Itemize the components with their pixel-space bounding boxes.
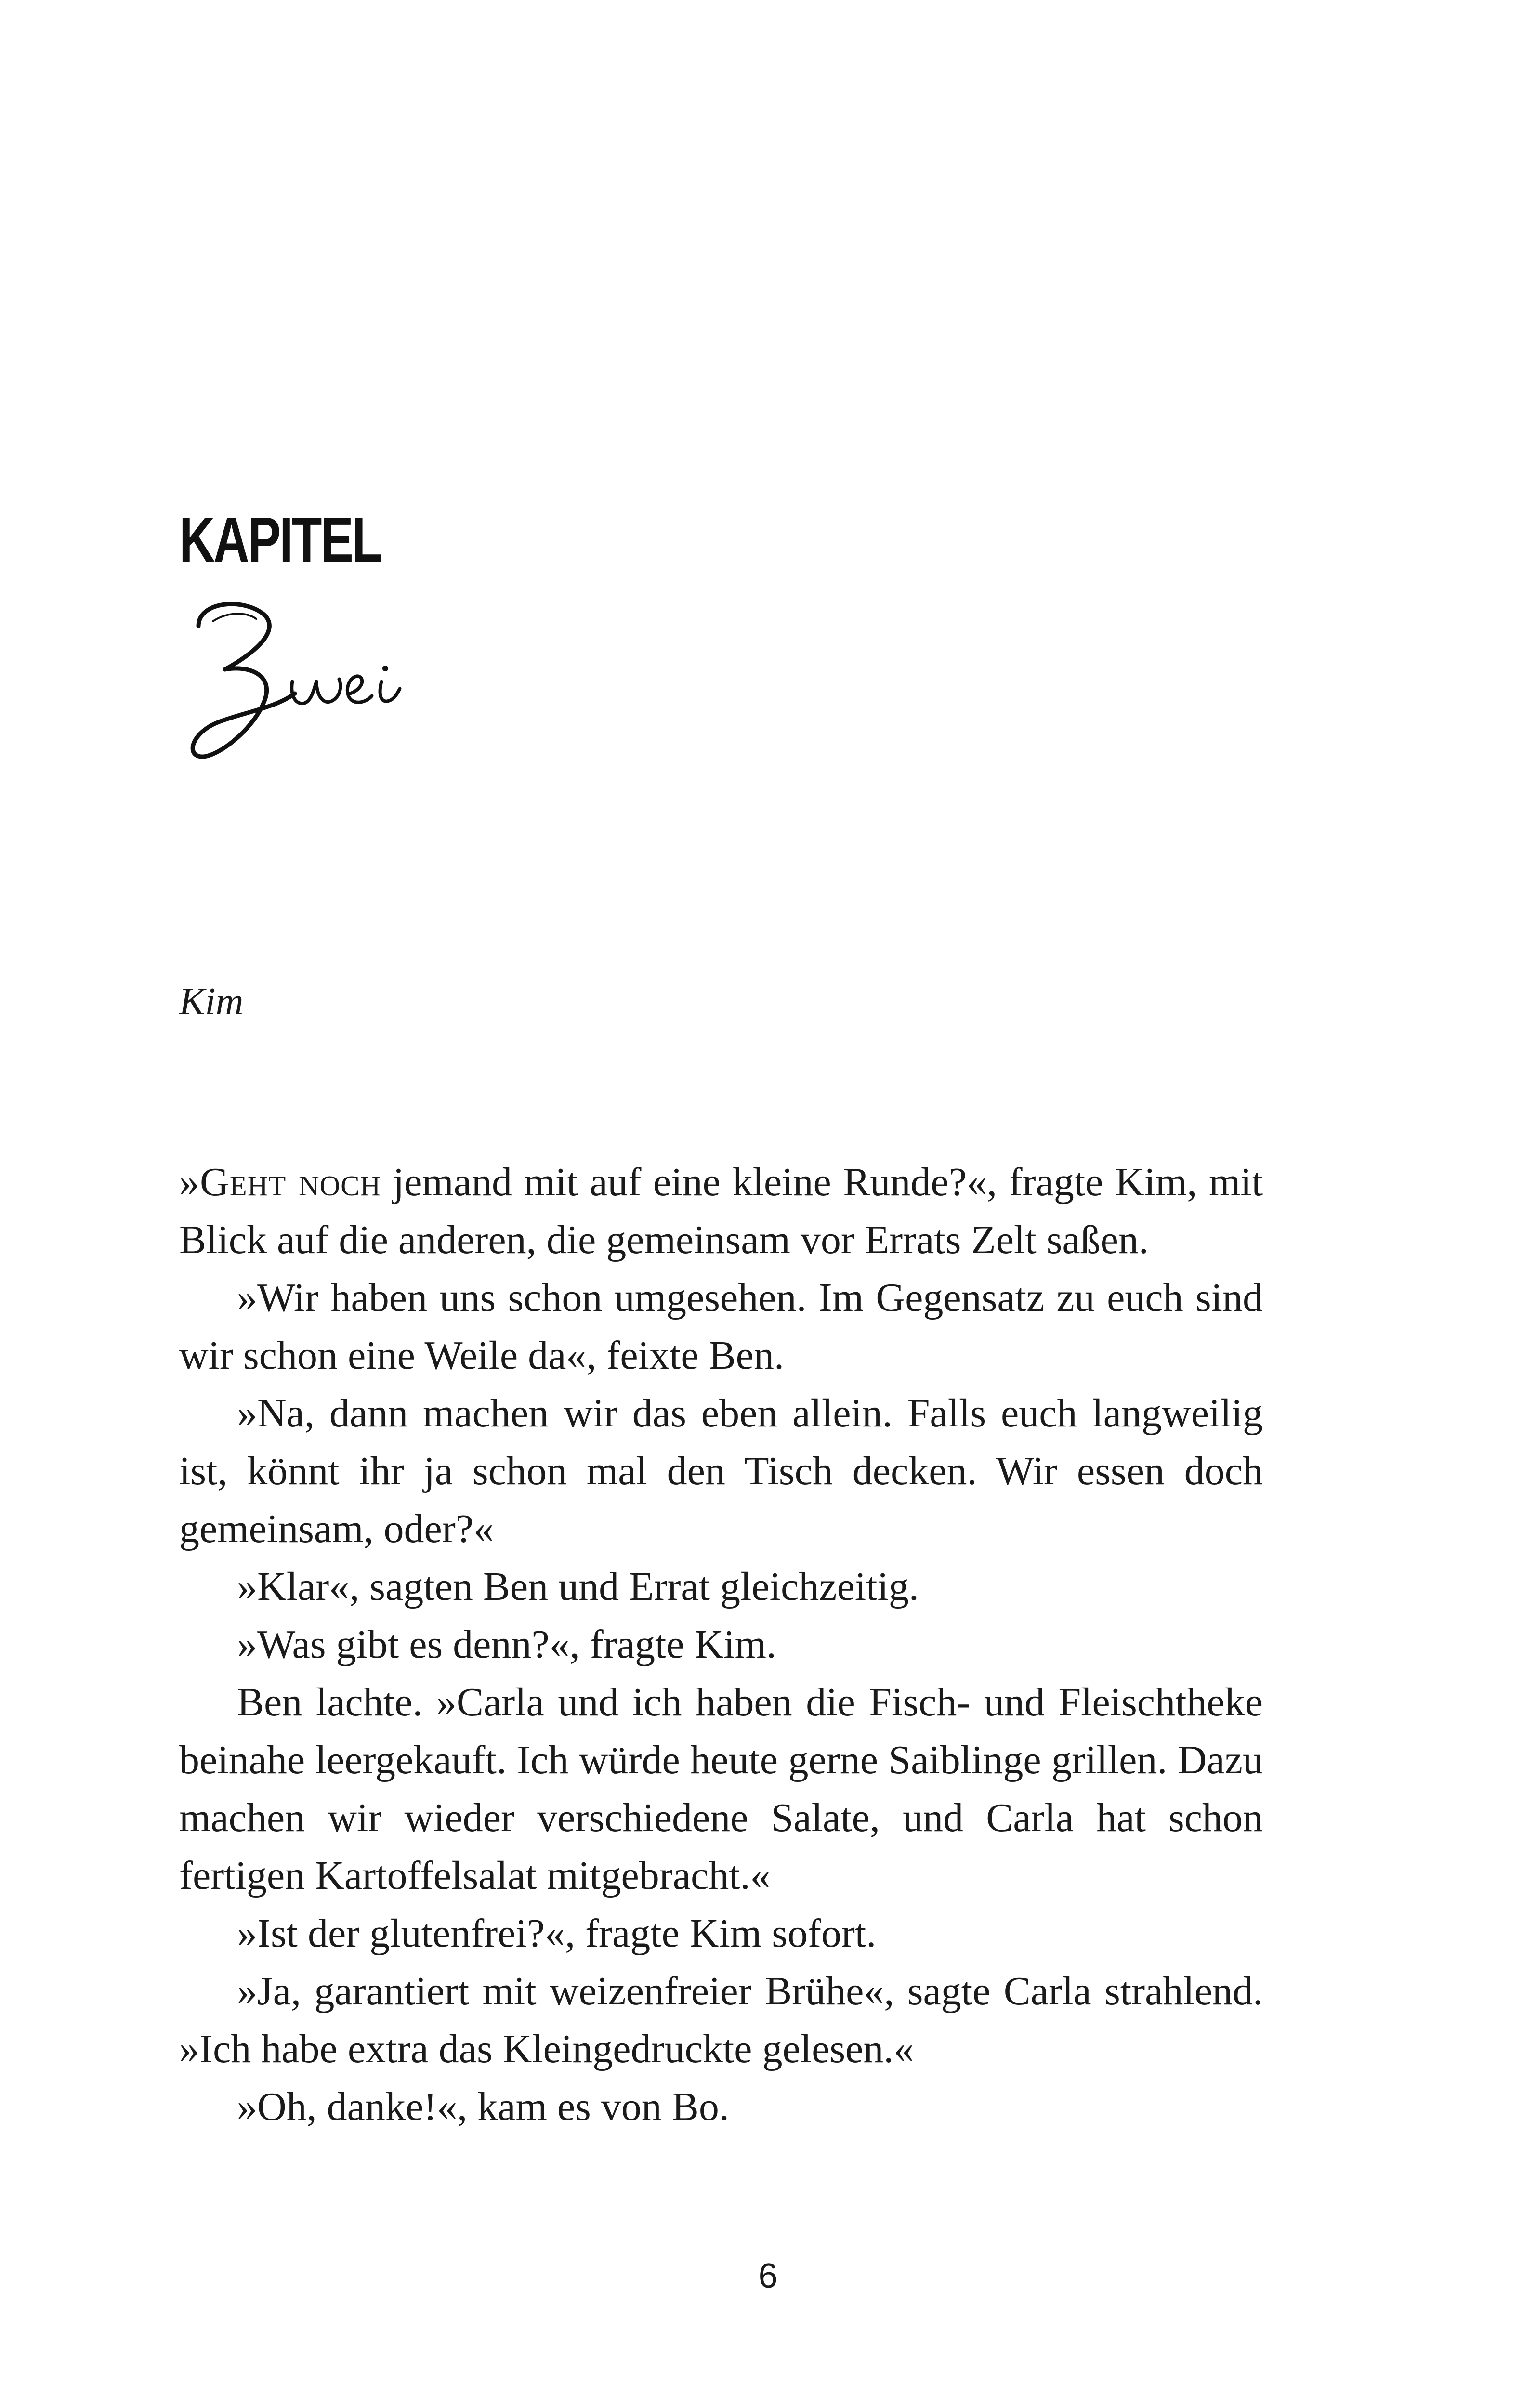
paragraph: »Ist der glutenfrei?«, fragte Kim sofort. [237, 1911, 877, 1956]
paragraph: »Wir haben uns schon umgesehen. Im Gegensatz zu euch sind wir schon eine Weile da«, feixte Ben. [179, 1275, 1263, 1378]
paragraph-text: jemand mit auf eine kleine Runde?«, fragte Kim, mit Blick auf die anderen, die gemeinsam vor Errats Zelt saßen. [179, 1160, 1263, 1262]
paragraph: »Was gibt es denn?«, fragte Kim. [237, 1622, 776, 1667]
chapter-title-script [179, 592, 430, 775]
paragraph: »Na, dann machen wir das eben allein. Falls euch langweilig ist, könnt ihr ja schon mal den Tisch decken. Wir essen doch gemeinsam, oder?« [179, 1391, 1263, 1551]
paragraph [179, 1153, 1263, 1269]
chapter-body-text [179, 1153, 1263, 2136]
paragraph-lead-in: »Geht noch [179, 1160, 381, 1204]
paragraph: Ben lachte. »Carla und ich haben die Fisch- und Fleischtheke beinahe leergekauft. Ich würde heute gerne Saiblinge grillen. Dazu machen wir wieder verschiedene Salate, und Carla hat schon fertigen Kartoffelsalat mitgebracht.« [179, 1680, 1263, 1898]
paragraph: »Oh, danke!«, kam es von Bo. [237, 2084, 729, 2129]
paragraph: »Ja, garantiert mit weizenfreier Brühe«, sagte Carla strahlend. »Ich habe extra das Kleingedruckte gelesen.« [179, 1969, 1263, 2071]
page-number: 6 [758, 2257, 778, 2295]
pov-character-name: Kim [179, 981, 244, 1023]
paragraph: »Klar«, sagten Ben und Errat gleichzeitig. [237, 1564, 919, 1609]
chapter-label: KAPITEL [179, 504, 381, 575]
chapter-title-lettering [179, 592, 430, 775]
